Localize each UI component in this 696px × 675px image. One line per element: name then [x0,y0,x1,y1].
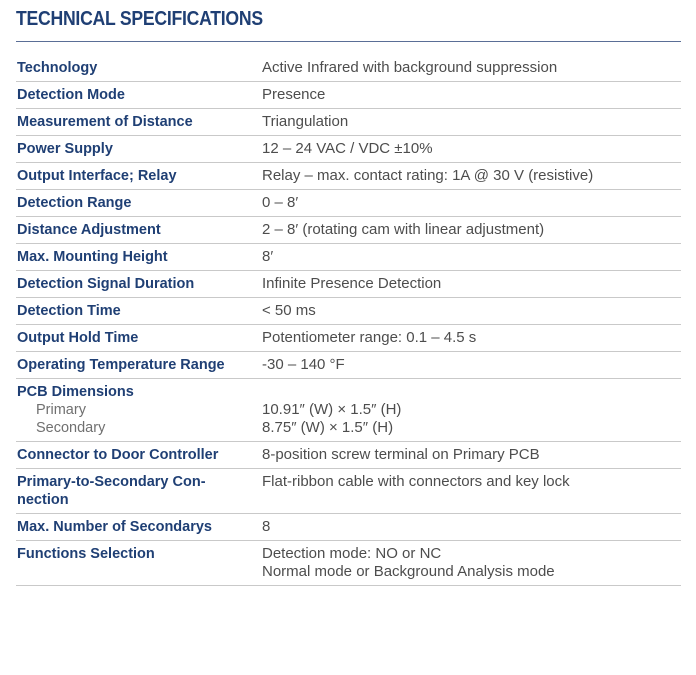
spacer [262,383,681,401]
spec-label: Output Interface; Relay [17,168,177,184]
spec-value: 8 [262,518,271,535]
spec-label: Detection Time [17,303,121,319]
spec-row-distance-adjustment [16,217,681,244]
spec-label: PCB Dimensions [17,384,134,400]
spec-value: Infinite Presence Detection [262,275,442,292]
spec-value-group [262,379,681,441]
spec-row-detection-range [16,190,681,217]
spec-label-group [16,379,262,441]
spec-value-primary: 10.91″ (W) × 1.5″ (H) [262,401,402,418]
spec-row-power-supply [16,136,681,163]
spec-row-detection-time [16,298,681,325]
spec-label-line-2: nection [17,492,69,508]
title-divider [16,41,681,42]
spec-row-max-secondarys [16,514,681,541]
spec-label: Detection Signal Duration [17,276,195,292]
page-title: TECHNICAL SPECIFICATIONS [16,7,263,30]
spec-label: Functions Selection [17,546,155,562]
spec-value: 2 – 8′ (rotating cam with linear adjustment) [262,221,545,238]
spec-label: Measurement of Distance [17,114,193,130]
spec-label: Max. Number of Secondarys [17,519,212,535]
spec-value-secondary: 8.75″ (W) × 1.5″ (H) [262,419,394,436]
spec-row-connector [16,442,681,469]
spec-row-primary-secondary [16,469,681,514]
spec-value: -30 – 140 °F [262,356,345,373]
spec-value-line-1: Detection mode: NO or NC [262,545,442,562]
spec-row-measurement [16,109,681,136]
spec-sublabel-secondary: Secondary [36,420,106,436]
spec-label: Technology [17,60,98,76]
spec-value: 0 – 8′ [262,194,299,211]
spec-label: Detection Range [17,195,132,211]
spec-row-mounting-height [16,244,681,271]
spec-row-technology [16,55,681,82]
spec-value: Presence [262,86,326,103]
spec-row-output-interface [16,163,681,190]
spec-label: Power Supply [17,141,113,157]
spec-label-line-1: Primary-to-Secondary Con- [17,474,206,490]
spec-row-detection-mode [16,82,681,109]
spec-row-functions-selection [16,541,681,586]
spec-value-line-2: Normal mode or Background Analysis mode [262,563,555,580]
spec-row-output-hold-time [16,325,681,352]
spec-label: Output Hold Time [17,330,139,346]
spec-label: Detection Mode [17,87,125,103]
spec-value: 12 – 24 VAC / VDC ±10% [262,140,433,157]
spec-row-pcb-dimensions [16,379,681,442]
spec-sublabel-primary: Primary [36,402,86,418]
spec-row-signal-duration [16,271,681,298]
spec-row-operating-temp [16,352,681,379]
spec-value: Flat-ribbon cable with connectors and key lock [262,473,570,490]
spec-value-group [262,541,681,585]
spec-value: 8-position screw terminal on Primary PCB [262,446,540,463]
spec-value: < 50 ms [262,302,316,319]
spec-label: Connector to Door Controller [17,447,219,463]
spec-label: Max. Mounting Height [17,249,168,265]
spec-value: Triangulation [262,113,349,130]
spec-label: Distance Adjustment [17,222,161,238]
spec-value: Active Infrared with background suppression [262,59,558,76]
spec-label-group [16,469,262,513]
spec-label: Operating Temperature Range [17,357,225,373]
spec-value: Relay – max. contact rating: 1A @ 30 V (resistive) [262,167,594,184]
spec-value: 8′ [262,248,274,265]
spec-table [16,55,681,586]
spec-value: Potentiometer range: 0.1 – 4.5 s [262,329,477,346]
